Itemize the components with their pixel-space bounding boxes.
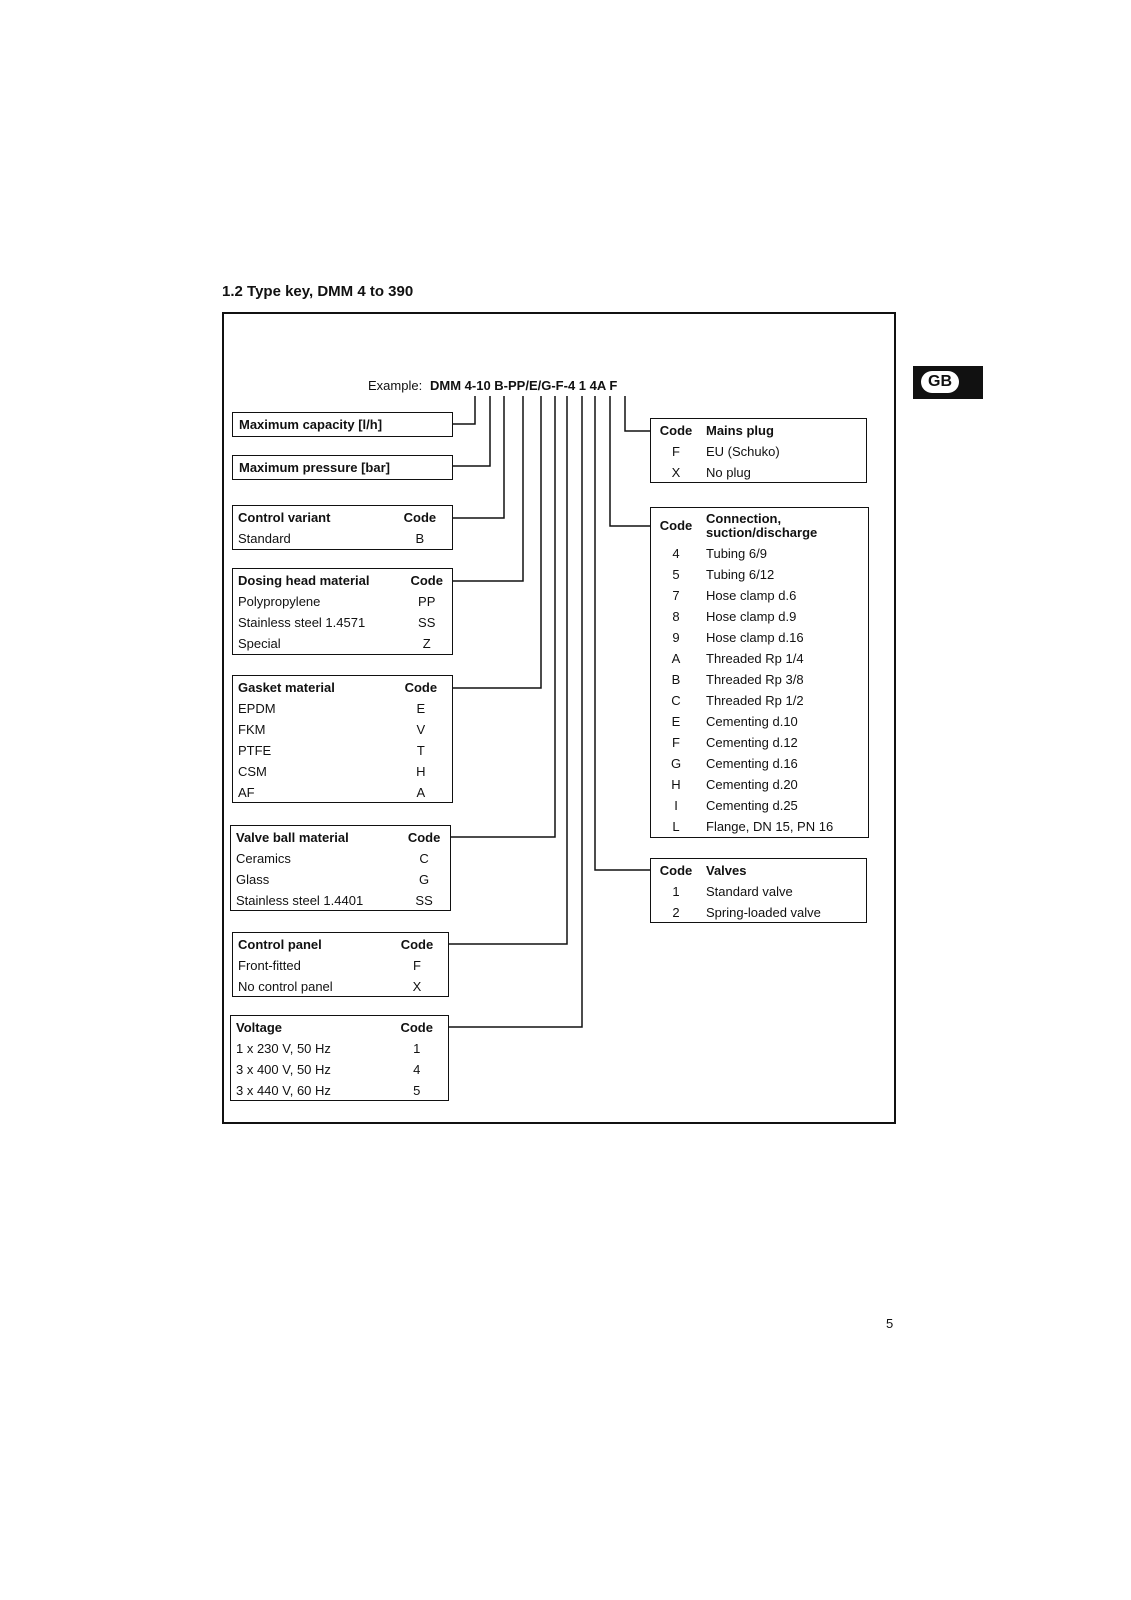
row-code: 5 (672, 567, 680, 582)
row-label: Special (238, 636, 281, 651)
gasket-title: Gasket material (238, 680, 335, 695)
voltage-title: Voltage (236, 1020, 282, 1035)
connector-valve-ball (451, 396, 555, 837)
row-label: Ceramics (236, 851, 291, 866)
table-row (651, 732, 868, 753)
row-code: B (415, 531, 425, 546)
table-row (233, 612, 452, 633)
connector-gasket (453, 396, 541, 688)
connector-control-variant (453, 396, 504, 518)
row-label: EPDM (238, 701, 276, 716)
table-row (233, 976, 448, 997)
row-code: C (419, 851, 429, 866)
table-row (651, 753, 868, 774)
table-row (233, 782, 452, 803)
row-label: PTFE (238, 743, 272, 758)
code-header: Code (659, 518, 693, 533)
row-code: F (672, 444, 680, 459)
row-label: 3 x 400 V, 50 Hz (236, 1062, 331, 1077)
row-label: Tubing 6/9 (706, 546, 767, 561)
row-code: PP (418, 594, 436, 609)
voltage-box (230, 1015, 449, 1101)
row-label: Stainless steel 1.4401 (236, 893, 364, 908)
table-row (231, 848, 450, 869)
table-row (651, 606, 868, 627)
page-title: 1.2 Type key, DMM 4 to 390 (222, 283, 414, 300)
table-row (651, 774, 868, 795)
row-label: Stainless steel 1.4571 (238, 615, 366, 630)
row-label: Spring-loaded valve (706, 905, 821, 920)
valves-box (650, 858, 867, 923)
row-code: B (671, 672, 681, 687)
row-code: 7 (672, 588, 680, 603)
row-code: 2 (672, 905, 680, 920)
row-label: CSM (238, 764, 267, 779)
connector-max-pressure (453, 396, 490, 466)
row-code: 4 (413, 1062, 421, 1077)
dosing-head-title: Dosing head material (238, 573, 370, 588)
page-number: 5 (886, 1316, 894, 1331)
control-variant-box (232, 505, 453, 550)
row-code: 1 (672, 884, 680, 899)
code-header: Code (410, 573, 443, 588)
table-row (231, 890, 450, 911)
connector-control-panel (449, 396, 567, 944)
row-label: No control panel (238, 979, 333, 994)
row-label: Polypropylene (238, 594, 321, 609)
row-label: Cementing d.16 (706, 756, 798, 771)
row-label: EU (Schuko) (706, 444, 780, 459)
row-label: Threaded Rp 1/2 (706, 693, 804, 708)
table-row (651, 585, 868, 606)
table-row (233, 528, 452, 549)
table-row (651, 881, 866, 902)
connector-valves (595, 396, 650, 870)
row-code: I (674, 798, 678, 813)
table-row (233, 633, 452, 654)
valves-title: Valves (706, 863, 747, 878)
row-label: Glass (236, 872, 270, 887)
table-row (233, 698, 452, 719)
row-code: SS (418, 615, 436, 630)
connector-mains-plug (625, 396, 650, 431)
connector-connection (610, 396, 650, 526)
row-label: AF (238, 785, 255, 800)
row-code: E (671, 714, 681, 729)
row-label: Threaded Rp 1/4 (706, 651, 804, 666)
row-label: Hose clamp d.16 (706, 630, 804, 645)
code-header: Code (659, 423, 693, 438)
row-label: Standard valve (706, 884, 793, 899)
connector-max-capacity (453, 396, 475, 424)
row-code: Z (422, 636, 431, 651)
control-panel-title: Control panel (238, 937, 322, 952)
code-header: Code (407, 830, 441, 845)
row-code: G (419, 872, 430, 887)
row-label: Cementing d.20 (706, 777, 798, 792)
row-label: Threaded Rp 3/8 (706, 672, 804, 687)
row-code: H (416, 764, 426, 779)
table-row (231, 1038, 448, 1059)
row-code: C (671, 693, 681, 708)
row-label: Flange, DN 15, PN 16 (706, 819, 834, 834)
row-label: No plug (706, 465, 751, 480)
valve-ball-material-box (230, 825, 451, 911)
mains-plug-title: Mains plug (706, 423, 774, 438)
control-panel-box (232, 932, 449, 997)
valve-ball-title: Valve ball material (236, 830, 349, 845)
row-code: T (416, 743, 425, 758)
connector-voltage (449, 396, 582, 1027)
row-code: SS (415, 893, 433, 908)
language-tab-label: GB (921, 371, 959, 393)
code-header: Code (400, 1020, 433, 1035)
mains-plug-box (650, 418, 867, 483)
row-code: 4 (672, 546, 680, 561)
table-row (651, 564, 868, 585)
row-code: 9 (672, 630, 680, 645)
row-code: V (416, 722, 426, 737)
table-row (651, 669, 868, 690)
dosing-head-material-box (232, 568, 453, 655)
connection-box (650, 507, 869, 838)
row-label: Tubing 6/12 (706, 567, 775, 582)
connection-subtitle: suction/discharge (706, 525, 818, 540)
table-row (651, 711, 868, 732)
row-label: Cementing d.10 (706, 714, 798, 729)
table-row (651, 627, 868, 648)
row-code: 8 (672, 609, 680, 624)
table-row (651, 795, 868, 816)
table-row (651, 902, 866, 923)
table-row (651, 816, 868, 837)
row-code: X (412, 979, 422, 994)
code-header: Code (659, 863, 693, 878)
gasket-material-box (232, 675, 453, 803)
row-code: H (671, 777, 681, 792)
table-row (651, 543, 868, 564)
table-row (233, 761, 452, 782)
table-row (231, 1080, 448, 1101)
row-label: 1 x 230 V, 50 Hz (236, 1041, 331, 1056)
code-header: Code (403, 510, 437, 525)
example-type-code: DMM 4-10 B-PP/E/G-F-4 1 4A F (430, 378, 618, 393)
row-label: FKM (238, 722, 266, 737)
max-capacity-box (232, 412, 453, 437)
row-code: A (416, 785, 426, 800)
row-code: E (416, 701, 426, 716)
max-capacity-label: Maximum capacity [l/h] (239, 417, 383, 432)
row-code: 1 (413, 1041, 421, 1056)
table-row (233, 955, 448, 976)
row-code: A (671, 651, 681, 666)
row-label: Standard (238, 531, 291, 546)
row-label: Cementing d.25 (706, 798, 798, 813)
row-code: X (671, 465, 681, 480)
table-row (233, 740, 452, 761)
row-code: F (672, 735, 680, 750)
table-row (233, 719, 452, 740)
max-pressure-label: Maximum pressure [bar] (239, 460, 390, 475)
example-label: Example: (368, 378, 423, 393)
table-row (231, 1059, 448, 1080)
row-label: 3 x 440 V, 60 Hz (236, 1083, 331, 1098)
max-pressure-box (232, 455, 453, 480)
table-row (233, 591, 452, 612)
connection-title: Connection, (706, 511, 782, 526)
row-label: Hose clamp d.9 (706, 609, 797, 624)
code-header: Code (404, 680, 438, 695)
table-row (651, 690, 868, 711)
code-header: Code (400, 937, 434, 952)
row-code: F (412, 958, 421, 973)
row-label: Front-fitted (238, 958, 301, 973)
table-row (651, 441, 866, 462)
table-row (651, 648, 868, 669)
row-label: Cementing d.12 (706, 735, 798, 750)
row-code: L (672, 819, 680, 834)
row-code: 5 (413, 1083, 421, 1098)
control-variant-title: Control variant (238, 510, 331, 525)
table-row (651, 462, 866, 483)
row-label: Hose clamp d.6 (706, 588, 797, 603)
row-code: G (670, 756, 682, 771)
table-row (231, 869, 450, 890)
